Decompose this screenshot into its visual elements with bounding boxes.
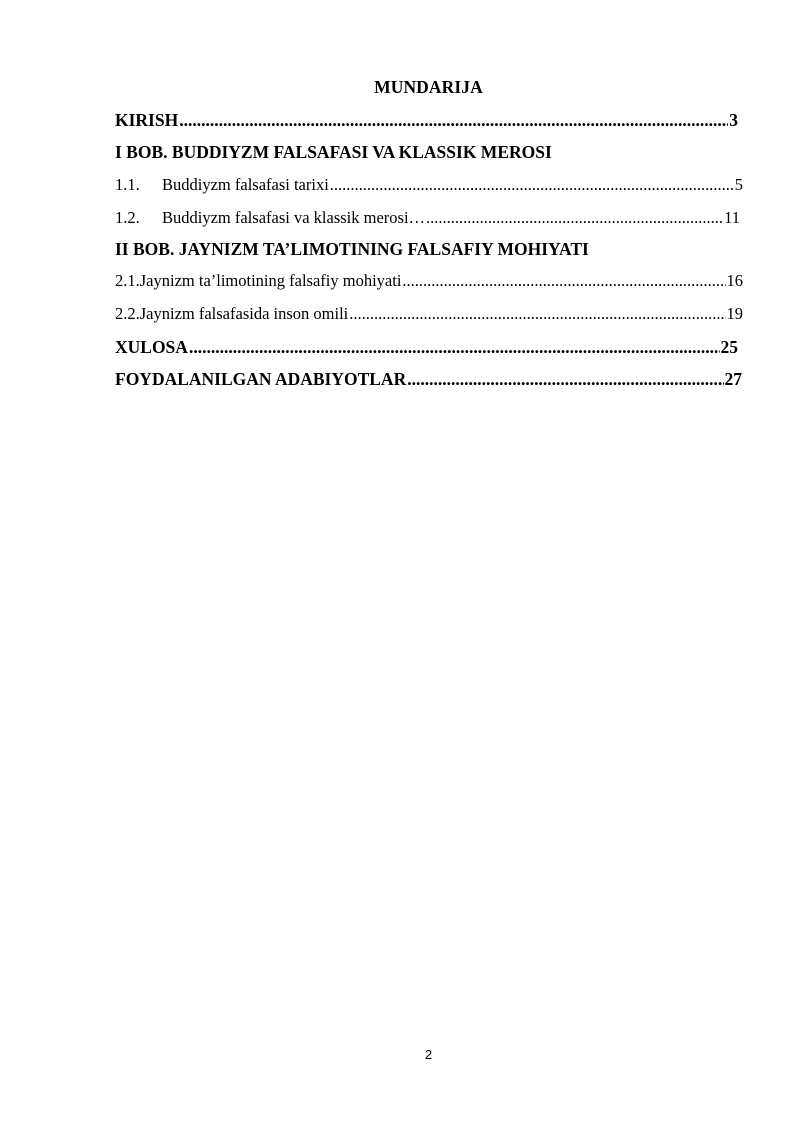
toc-entry-label: I BOB. BUDDIYZM FALSAFASI VA KLASSIK MEROSI [115,142,552,162]
toc-entry-label: 2.2.Jaynizm falsafasida inson omili [115,304,349,323]
toc-entry-page: 5 [734,175,743,194]
toc-chapter-2-heading[interactable] [115,237,589,261]
toc-entry-page: 27 [724,369,742,389]
toc-entry-xulosa[interactable] [115,335,738,359]
toc-entry-page: 3 [729,110,738,130]
toc-entry-1-2[interactable] [115,206,740,230]
toc-entry-page: 16 [726,271,743,290]
dot-leader [189,335,720,359]
toc-entry-label: KIRISH [115,110,179,130]
dot-leader [349,302,725,326]
toc-entry-label: Buddiyzm falsafasi va klassik merosi… [162,208,426,227]
toc-entry-page: 11 [724,208,740,227]
toc-entry-adabiyotlar[interactable] [115,367,742,391]
toc-entry-kirish[interactable] [115,108,738,132]
toc-entry-label: 2.1.Jaynizm ta’limotining falsafiy mohiyati [115,271,402,290]
toc-entry-2-2[interactable] [115,302,743,326]
dot-leader [330,173,734,197]
toc-chapter-1-heading[interactable] [115,140,552,164]
dot-leader [402,269,725,293]
page-number: 2 [424,1047,433,1062]
toc-entry-label: XULOSA [115,337,188,357]
toc-entry-number: 1.1. [115,175,140,194]
toc-entry-label: FOYDALANILGAN ADABIYOTLAR [115,369,407,389]
toc-entry-label: Buddiyzm falsafasi tarixi [162,175,329,194]
dot-leader [426,206,723,230]
dot-leader [407,367,723,391]
toc-entry-1-1[interactable] [115,173,743,197]
toc-entry-page: 19 [726,304,743,323]
toc-entry-number: 1.2. [115,208,140,227]
toc-entry-2-1[interactable] [115,269,743,293]
dot-leader [179,108,728,132]
toc-entry-page: 25 [720,337,738,357]
toc-entry-label: II BOB. JAYNIZM TA’LIMOTINING FALSAFIY MOHIYATI [115,239,589,259]
page-title: MUNDARIJA [374,77,483,97]
